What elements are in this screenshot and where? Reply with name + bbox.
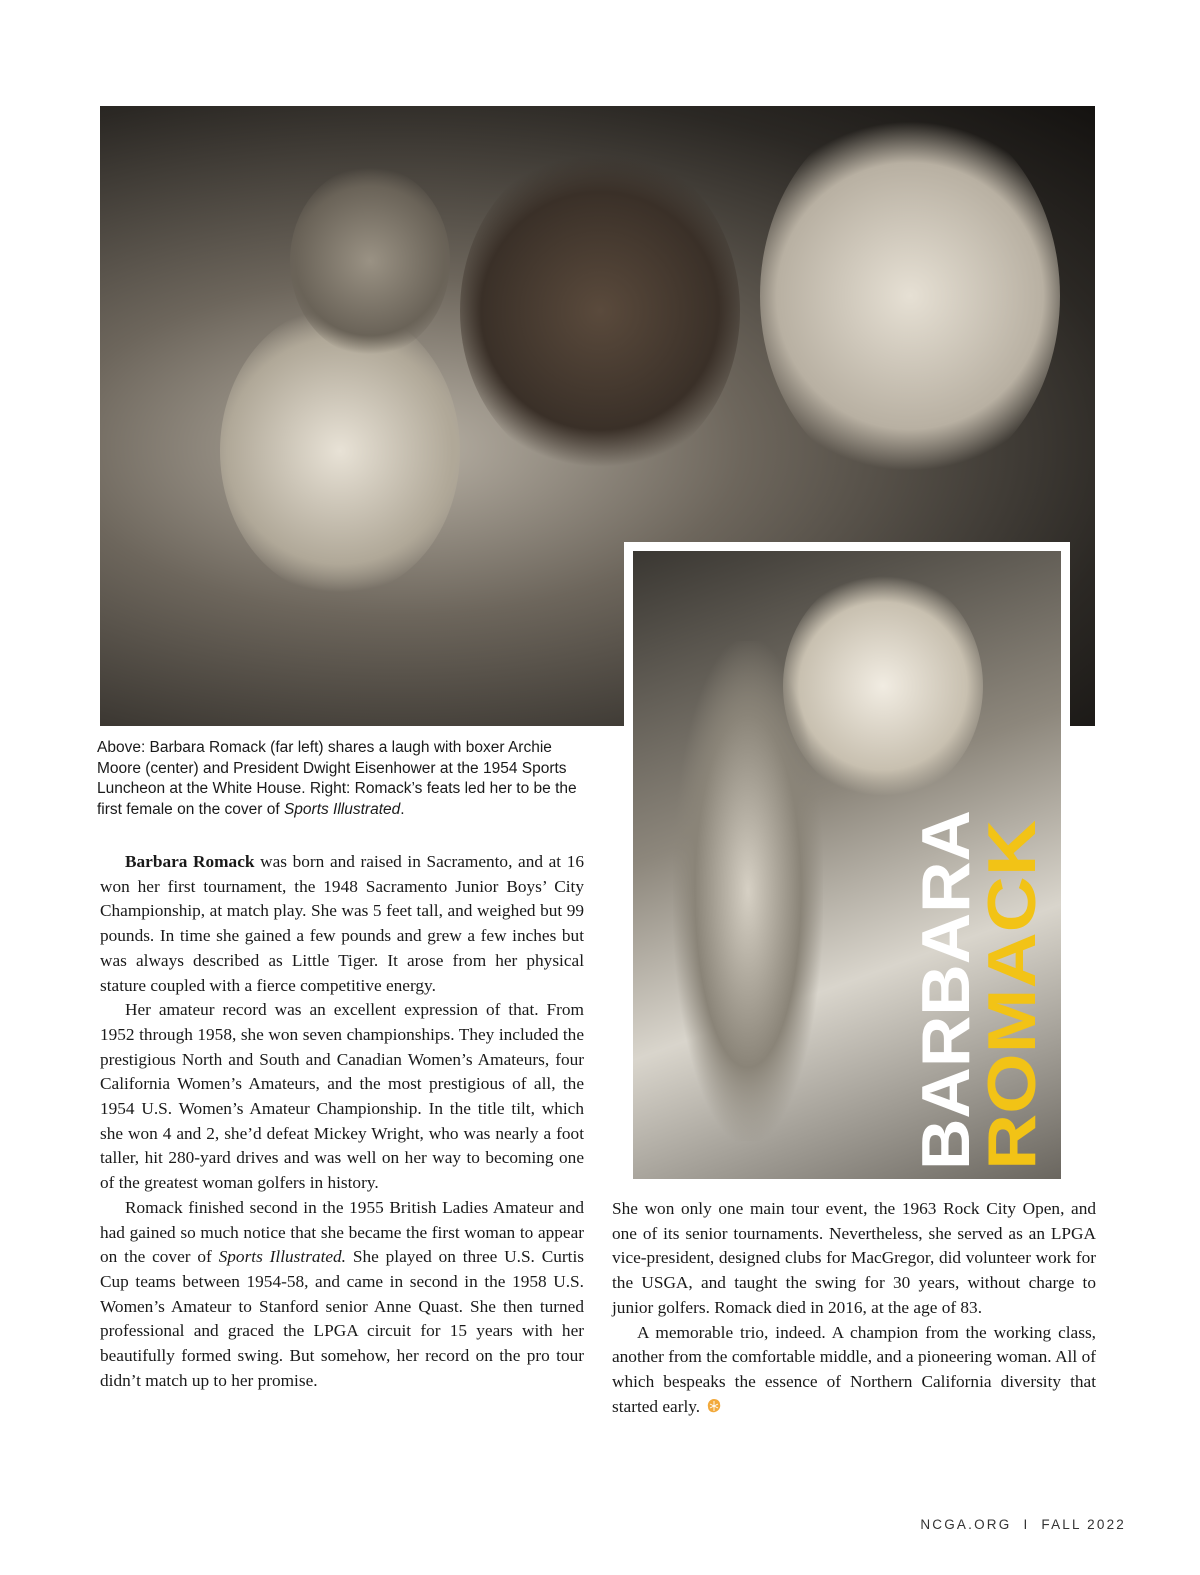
page-footer (920, 1517, 1126, 1532)
caption-end: . (400, 800, 405, 818)
article-paragraph-4: She won only one main tour event, the 1963 Rock City Open, and one of its senior tournaments. Nevertheless, she served as an LPGA vice-president, designed clubs for MacGregor, did volunteer work for the USGA, and taught the swing for 30 years, without charge to junior golfers. Romack died in 2016, at the age of 83. (612, 1199, 1096, 1317)
article-paragraph-1-text: was born and raised in Sacramento, and at 16 won her first tournament, the 1948 Sacramento Junior Boys’ City Championship, at match play. She was 5 feet tall, and weighed but 99 pounds. In time she gained a few pounds and grew a few inches but was always described as Little Tiger. It arose from her physical stature coupled with a fierce competitive energy. (100, 852, 584, 995)
caption-italic: Sports Illustrated (283, 800, 401, 818)
vertical-title (905, 795, 1055, 1170)
article-paragraph-3 (100, 1196, 584, 1394)
title-line1: BARBARA (908, 826, 984, 1170)
article-paragraph-3-text-a: Romack finished second in the 1955 British Ladies Amateur and had gained so much notice that she became the first woman to appear on the cover of (100, 1197, 584, 1267)
ncga-poppy-icon (706, 1398, 722, 1414)
photo-caption (97, 738, 597, 820)
title-line2: ROMACK (974, 864, 1050, 1170)
article-paragraph-3-text-b: She played on three U.S. Curtis Cup teams between 1954-58, and came in second in the 1958 U.S. Women’s Amateur to Stanford senior Anne Quast. She then turned professional and graced the LPGA circuit for 15 years with her beautifully formed swing. But somehow, her record on the pro tour didn’t match up to her promise. (100, 1247, 584, 1390)
article-paragraph-2: Her amateur record was an excellent expression of that. From 1952 through 1958, she won seven championships. They included the prestigious North and South and Canadian Women’s Amateurs, four California Women’s Amateurs, and the most prestigious of all, the 1954 U.S. Women’s Amateur Championship. In the title tilt, which she won 4 and 2, she’d defeat Mickey Wright, who was nearly a foot taller, hit 280-yard drives and was well on her way to becoming one of the greatest woman golfers in history. (100, 1000, 584, 1193)
photo-figure-back (290, 166, 450, 356)
caption-text: Above: Barbara Romack (far left) shares a laugh with boxer Archie Moore (center) and President Dwight Eisenhower at the 1954 Sports Luncheon at the White House. Right: Romack’s feats led her to be the first female on the cover of (97, 739, 577, 818)
photo-trophy (673, 641, 823, 1141)
article-paragraph-1 (100, 850, 584, 998)
vertical-title-svg (905, 795, 1055, 1170)
footer-site: NCGA.ORG (920, 1517, 1012, 1532)
footer-separator: I (1023, 1517, 1030, 1532)
photo-figure-center (460, 146, 740, 476)
article-paragraph-5 (612, 1321, 1096, 1420)
article-lead-name: Barbara Romack (125, 852, 255, 871)
article-column-left (100, 850, 584, 1393)
article-column-right (612, 1197, 1096, 1419)
photo-figure-right (760, 106, 1060, 486)
article-paragraph-3-italic: Sports Illustrated. (218, 1247, 347, 1267)
footer-issue: FALL 2022 (1041, 1517, 1126, 1532)
article-paragraph-5-text: A memorable trio, indeed. A champion from the working class, another from the comfortable middle, and a pioneering woman. All of which bespeaks the essence of Northern California diversity that started early. (612, 1322, 1096, 1416)
